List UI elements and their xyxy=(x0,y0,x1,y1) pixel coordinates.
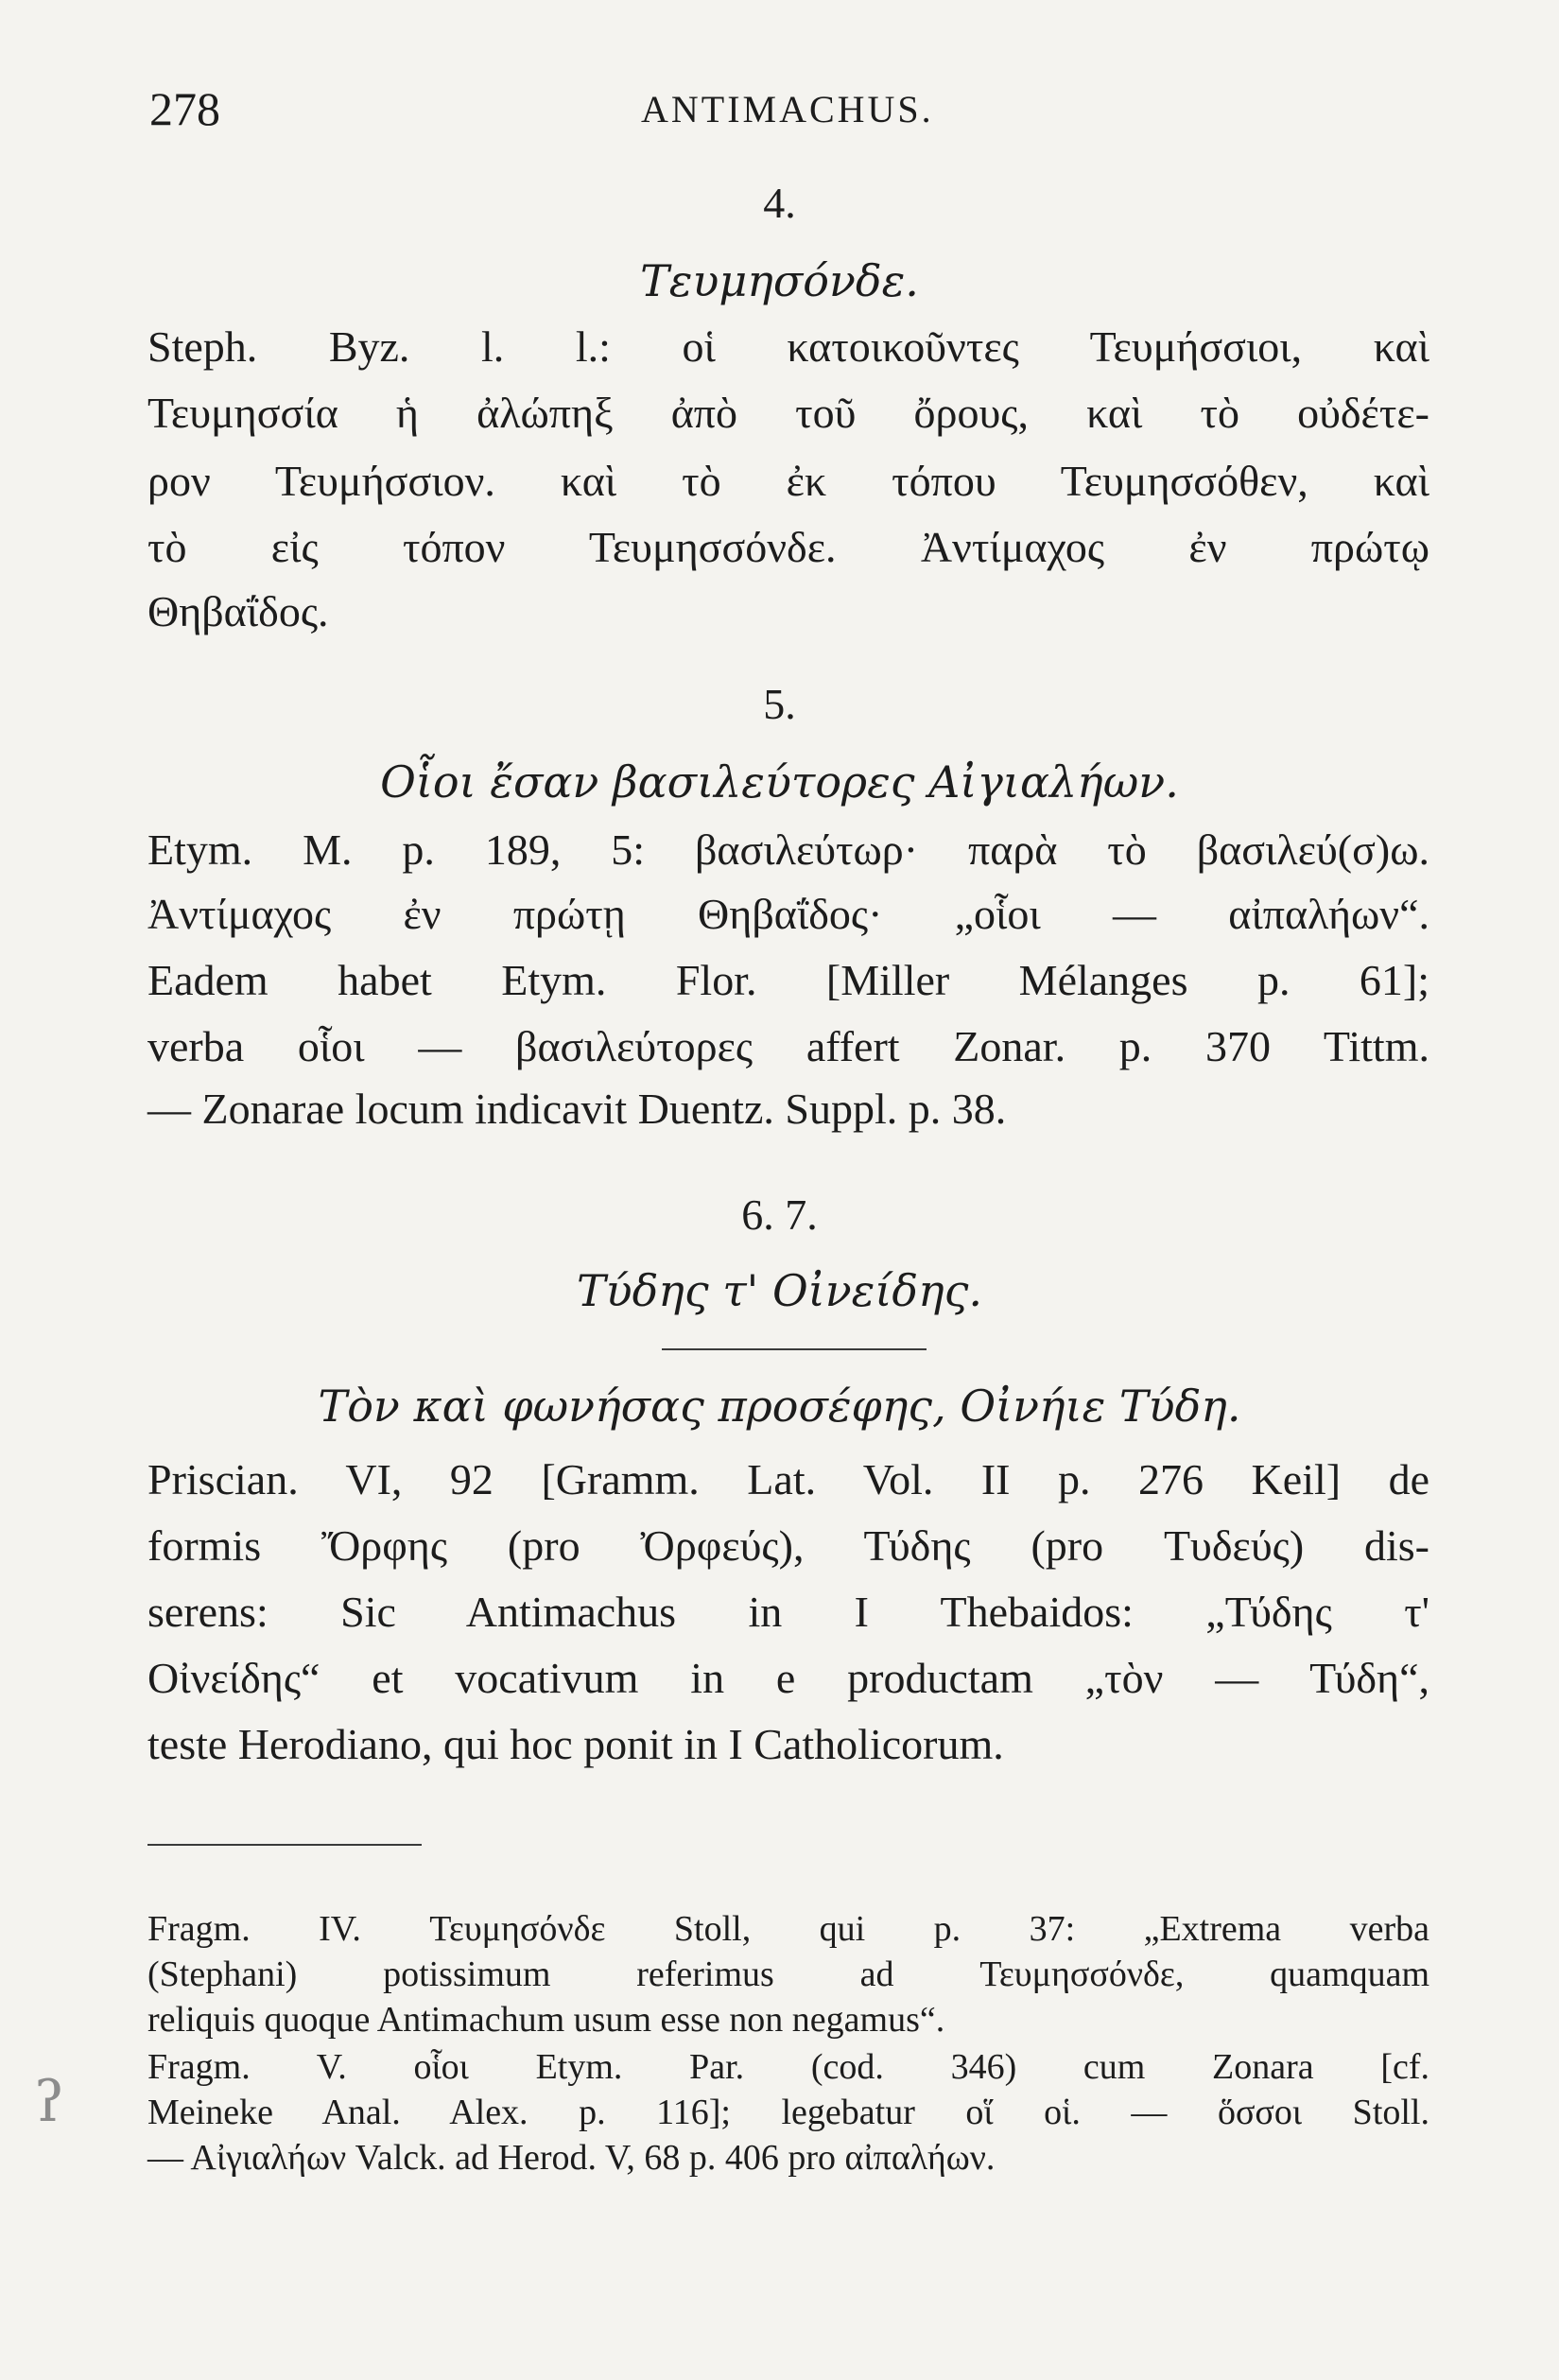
margin-pencil-mark: ʔ xyxy=(34,2069,65,2135)
fragment-6-7-lemma: Τύδης τ' Οἰνείδης. xyxy=(576,1265,983,1316)
footnote-line: Fragm. V. οἷοι Etym. Par. (cod. 346) cum Zonara [cf. xyxy=(147,2047,1429,2087)
fragment-6-7-line: Priscian. VI, 92 [Gramm. Lat. Vol. II p. 276 Keil] de xyxy=(147,1455,1429,1503)
fragment-4-line: ρον Τευμήσσιον. καὶ τὸ ἐκ τόπου Τευμησσόθεν, καὶ xyxy=(147,457,1429,505)
fragment-5-line: Eadem habet Etym. Flor. [Miller Mélanges p. 61]; xyxy=(147,956,1429,1004)
footnote-line: — Αἰγιαλήων Valck. ad Herod. V, 68 p. 406 pro αἰπαλήων. xyxy=(147,2138,996,2178)
fragment-6-7-number: 6. 7. xyxy=(741,1190,818,1239)
footnote-line: Meineke Anal. Alex. p. 116]; legebatur οἵ οἱ. — ὅσσοι Stoll. xyxy=(147,2093,1429,2132)
fragment-5-line: verba οἷοι — βασιλεύτορες affert Zonar. p. 370 Tittm. xyxy=(147,1022,1429,1070)
fragment-5-number: 5. xyxy=(763,680,796,728)
page-number: 278 xyxy=(149,82,220,135)
fragment-6-7-line: serens: Sic Antimachus in I Thebaidos: „Τύδης τ' xyxy=(147,1588,1429,1636)
fragment-6-7-line: Οἰνείδης“ et vocativum in e productam „τὸν — Τύδη“, xyxy=(147,1654,1429,1702)
separator-rule xyxy=(662,1348,927,1350)
fragment-4-line: Θηβαΐδος. xyxy=(147,587,329,635)
fragment-5-line: Ἀντίμαχος ἐν πρώτῃ Θηβαΐδος· „οἷοι — αἰπαλήων“. xyxy=(147,890,1429,938)
footnote-rule xyxy=(147,1844,422,1846)
fragment-4-number: 4. xyxy=(763,179,796,227)
fragment-4-lemma: Τευμησόνδε. xyxy=(640,255,919,306)
fragment-5-line: — Zonarae locum indicavit Duentz. Suppl. p. 38. xyxy=(147,1085,1007,1133)
fragment-6-7-line: formis Ὄρφης (pro Ὀρφεύς), Τύδης (pro Τυδεύς) dis- xyxy=(147,1521,1429,1570)
fragment-4-line: Steph. Byz. l. l.: οἱ κατοικοῦντες Τευμήσσιοι, καὶ xyxy=(147,322,1429,371)
footnote-line: reliquis quoque Antimachum usum esse non negamus“. xyxy=(147,2000,945,2040)
running-title: ANTIMACHUS. xyxy=(641,88,934,130)
fragment-6-7-verse: Τὸν καὶ φωνήσας προσέφης, Οἰνήιε Τύδη. xyxy=(318,1381,1241,1432)
footnote-line: Fragm. IV. Τευμησόνδε Stoll, qui p. 37: „Extrema verba xyxy=(147,1909,1429,1949)
footnote-line: (Stephani) potissimum referimus ad Τευμησσόνδε, quamquam xyxy=(147,1954,1429,1994)
fragment-4-line: τὸ εἰς τόπον Τευμησσόνδε. Ἀντίμαχος ἐν πρώτῳ xyxy=(147,523,1429,571)
fragment-4-line: Τευμησσία ἡ ἀλώπηξ ἀπὸ τοῦ ὄρους, καὶ τὸ οὐδέτε- xyxy=(147,389,1429,437)
fragment-5-verse: Οἷοι ἔσαν βασιλεύτορες Αἰγιαλήων. xyxy=(380,756,1179,808)
fragment-5-line: Etym. M. p. 189, 5: βασιλεύτωρ· παρὰ τὸ βασιλεύ(σ)ω. xyxy=(147,825,1429,874)
fragment-6-7-line: teste Herodiano, qui hoc ponit in I Catholicorum. xyxy=(147,1720,1004,1768)
